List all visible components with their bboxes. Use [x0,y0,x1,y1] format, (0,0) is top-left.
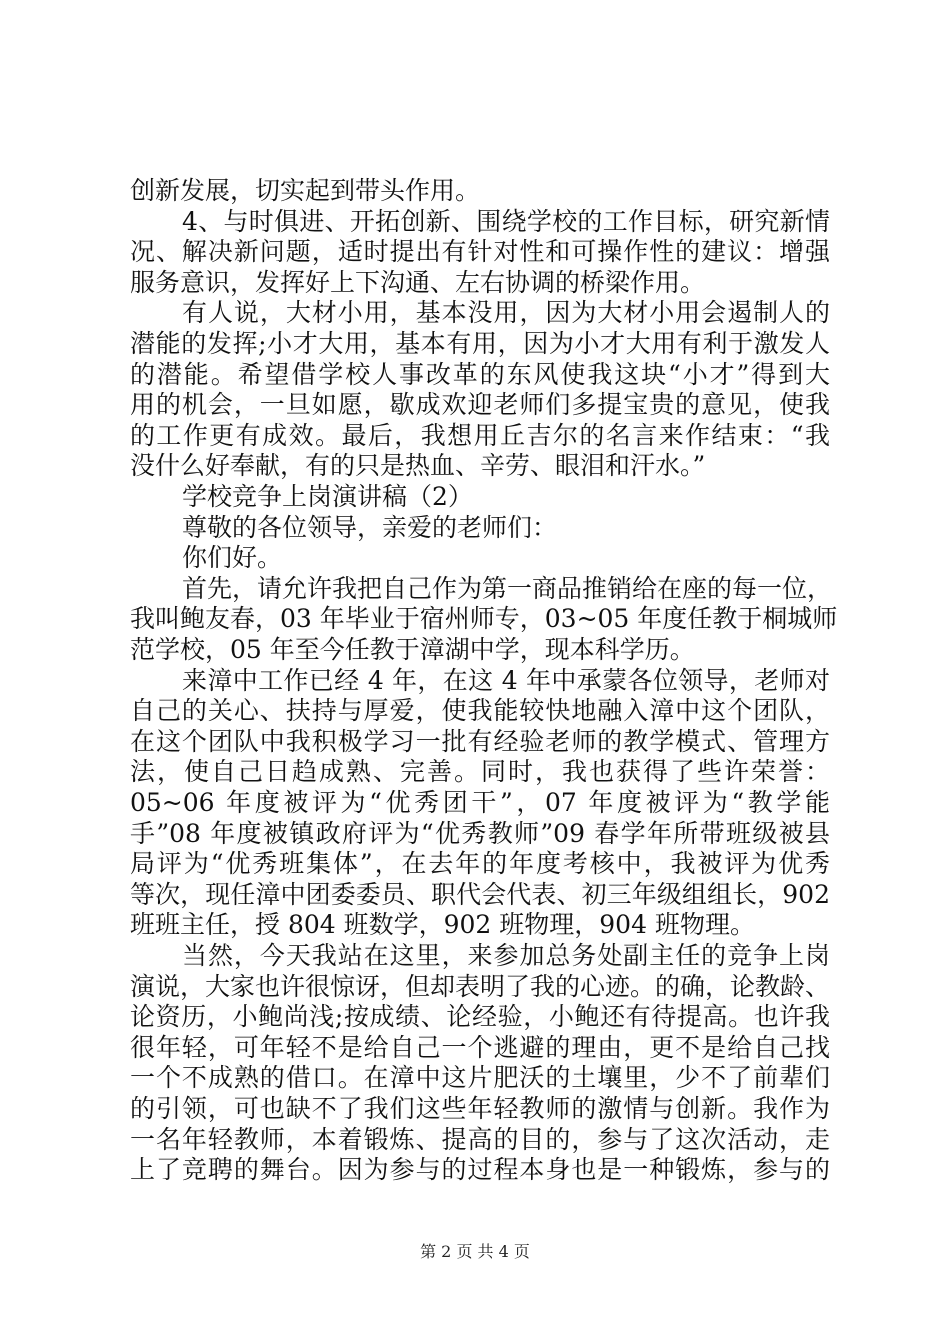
text-line: 当然，今天我站在这里，来参加总务处副主任的竞争上岗 [182,941,830,970]
text-line: 有人说，大材小用，基本没用，因为大材小用会遏制人的 [182,298,830,327]
text-line: 一名年轻教师，本着锻炼、提高的目的，参与了这次活动，走 [130,1125,830,1154]
text-line: 潜能的发挥;小才大用，基本有用，因为小才大用有利于激发人 [130,329,830,358]
text-line: 的引领，可也缺不了我们这些年轻教师的激情与创新。我作为 [130,1094,830,1123]
section-heading: 学校竞争上岗演讲稿（2） [182,482,473,511]
text-line: 很年轻，可年轻不是给自己一个逃避的理由，更不是给自己找 [130,1033,830,1062]
text-line: 手”08 年度被镇政府评为“优秀教师”09 春学年所带班级被县 [130,819,830,848]
text-line: 一个不成熟的借口。在漳中这片肥沃的土壤里，少不了前辈们 [130,1063,830,1092]
text-line: 05~06 年度被评为“优秀团干”，07 年度被评为“教学能 [130,788,830,817]
text-line: 服务意识，发挥好上下沟通、左右协调的桥梁作用。 [130,268,706,297]
text-line: 等次，现任漳中团委委员、职代会代表、初三年级组组长，902 [130,880,830,909]
text-line: 我叫鲍友春，03 年毕业于宿州师专，03~05 年度任教于桐城师 [130,604,838,633]
text-line: 况、解决新问题，适时提出有针对性和可操作性的建议：增强 [130,237,830,266]
text-line: 用的机会，一旦如愿，歇成欢迎老师们多提宝贵的意见，使我 [130,390,830,419]
text-line: 的潜能。希望借学校人事改革的东风使我这块“小才”得到大 [130,360,830,389]
text-line: 范学校，05 年至今任教于漳湖中学，现本科学历。 [130,635,695,664]
salutation: 尊敬的各位领导，亲爱的老师们： [182,513,558,542]
text-line: 4、与时俱进、开拓创新、围绕学校的工作目标，研究新情 [182,207,830,236]
text-line: 在这个团队中我积极学习一批有经验老师的教学模式、管理方 [130,727,830,756]
text-line: 演说，大家也许很惊讶，但却表明了我的心迹。的确，论教龄、 [130,972,831,1001]
text-line: 来漳中工作已经 4 年，在这 4 年中承蒙各位领导，老师对 [182,666,830,695]
text-line: 法，使自己日趋成熟、完善。同时，我也获得了些许荣誉： [130,757,830,786]
text-line: 班班主任，授 804 班数学，902 班物理，904 班物理。 [130,910,755,939]
text-line: 创新发展，切实起到带头作用。 [130,176,481,205]
text-line: 局评为“优秀班集体”，在去年的年度考核中，我被评为优秀 [130,849,830,878]
page-footer: 第 2 页 共 4 页 [420,1242,530,1261]
text-line: 的工作更有成效。最后，我想用丘吉尔的名言来作结束：“我 [130,421,830,450]
text-line: 自己的关心、扶持与厚爱，使我能较快地融入漳中这个团队， [130,696,830,725]
text-line: 没什么好奉献，有的只是热血、辛劳、眼泪和汗水。” [130,451,706,480]
text-line: 首先，请允许我把自己作为第一商品推销给在座的每一位， [182,574,833,603]
text-line: 论资历，小鲍尚浅;按成绩、论经验，小鲍还有待提高。也许我 [130,1002,830,1031]
greeting: 你们好。 [182,543,283,572]
text-line: 上了竞聘的舞台。因为参与的过程本身也是一种锻炼，参与的 [130,1155,830,1184]
